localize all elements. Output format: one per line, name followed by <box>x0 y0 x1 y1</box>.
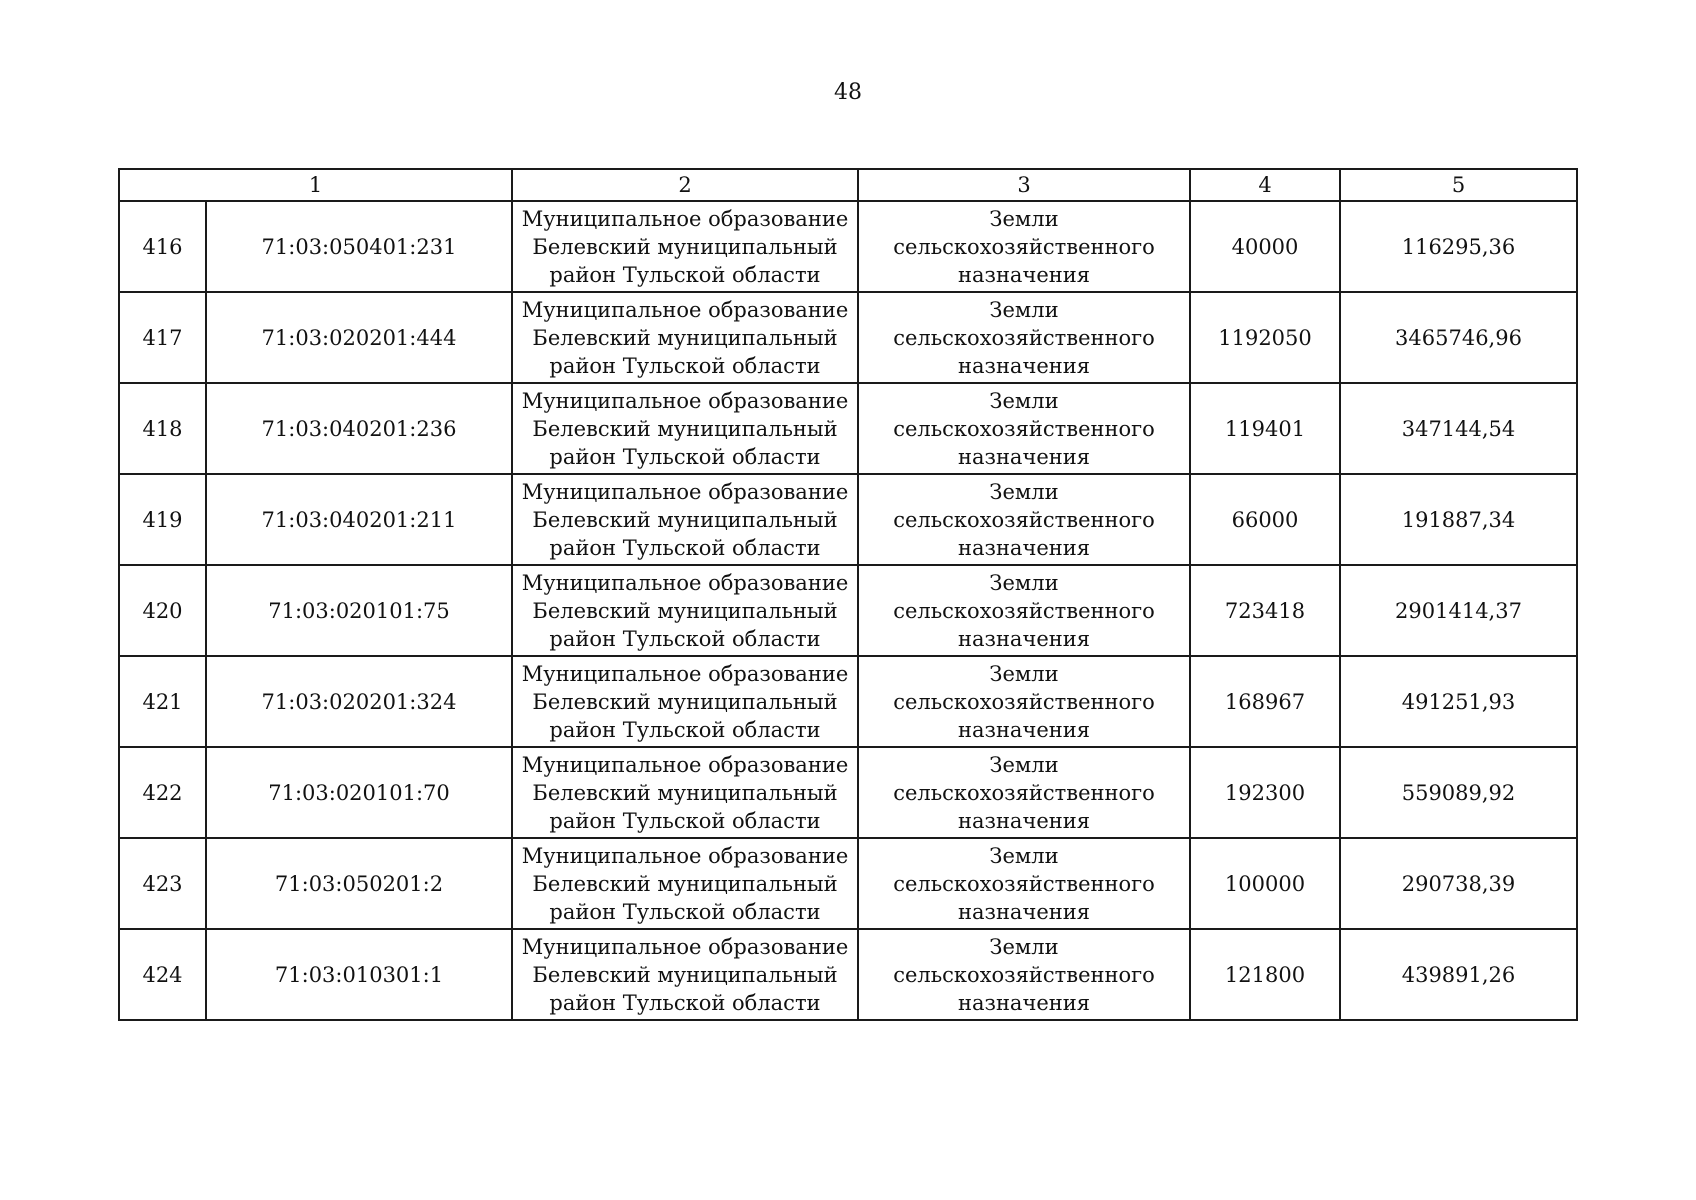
cadastral-value: 491251,93 <box>1340 656 1577 747</box>
row-number: 422 <box>119 747 206 838</box>
owner: Муниципальное образование Белевский муниципальный район Тульской области <box>512 747 858 838</box>
land-category: Земли сельскохозяйственного назначения <box>858 656 1190 747</box>
cadastral-number: 71:03:050201:2 <box>206 838 512 929</box>
land-category: Земли сельскохозяйственного назначения <box>858 747 1190 838</box>
area: 1192050 <box>1190 292 1340 383</box>
land-category: Земли сельскохозяйственного назначения <box>858 292 1190 383</box>
column-header-1: 1 <box>119 169 512 201</box>
area: 168967 <box>1190 656 1340 747</box>
owner: Муниципальное образование Белевский муниципальный район Тульской области <box>512 565 858 656</box>
table-row <box>119 201 1577 292</box>
owner: Муниципальное образование Белевский муниципальный район Тульской области <box>512 838 858 929</box>
row-number: 423 <box>119 838 206 929</box>
row-number: 416 <box>119 201 206 292</box>
cadastral-value: 2901414,37 <box>1340 565 1577 656</box>
area: 192300 <box>1190 747 1340 838</box>
owner: Муниципальное образование Белевский муниципальный район Тульской области <box>512 474 858 565</box>
page-number: 48 <box>834 80 862 105</box>
table-row <box>119 383 1577 474</box>
owner: Муниципальное образование Белевский муниципальный район Тульской области <box>512 292 858 383</box>
table-row <box>119 929 1577 1020</box>
row-number: 418 <box>119 383 206 474</box>
land-category: Земли сельскохозяйственного назначения <box>858 201 1190 292</box>
area: 119401 <box>1190 383 1340 474</box>
column-header-2: 2 <box>512 169 858 201</box>
land-category: Земли сельскохозяйственного назначения <box>858 565 1190 656</box>
table-row <box>119 838 1577 929</box>
cadastral-value: 439891,26 <box>1340 929 1577 1020</box>
owner: Муниципальное образование Белевский муниципальный район Тульской области <box>512 656 858 747</box>
land-category: Земли сельскохозяйственного назначения <box>858 474 1190 565</box>
cadastral-value: 559089,92 <box>1340 747 1577 838</box>
row-number: 419 <box>119 474 206 565</box>
row-number: 424 <box>119 929 206 1020</box>
area: 723418 <box>1190 565 1340 656</box>
table-row <box>119 565 1577 656</box>
cadastral-number: 71:03:020101:75 <box>206 565 512 656</box>
table-row <box>119 747 1577 838</box>
cadastral-value: 347144,54 <box>1340 383 1577 474</box>
land-category: Земли сельскохозяйственного назначения <box>858 838 1190 929</box>
land-category: Земли сельскохозяйственного назначения <box>858 929 1190 1020</box>
cadastral-number: 71:03:040201:211 <box>206 474 512 565</box>
cadastral-value: 191887,34 <box>1340 474 1577 565</box>
area: 100000 <box>1190 838 1340 929</box>
cadastral-value: 116295,36 <box>1340 201 1577 292</box>
land-plots-table <box>118 168 1578 1021</box>
land-category: Земли сельскохозяйственного назначения <box>858 383 1190 474</box>
cadastral-number: 71:03:020201:324 <box>206 656 512 747</box>
table-row <box>119 656 1577 747</box>
column-header-4: 4 <box>1190 169 1340 201</box>
row-number: 421 <box>119 656 206 747</box>
cadastral-number: 71:03:040201:236 <box>206 383 512 474</box>
table-row <box>119 292 1577 383</box>
table-row <box>119 474 1577 565</box>
column-header-5: 5 <box>1340 169 1577 201</box>
area: 40000 <box>1190 201 1340 292</box>
column-header-3: 3 <box>858 169 1190 201</box>
area: 121800 <box>1190 929 1340 1020</box>
cadastral-number: 71:03:020201:444 <box>206 292 512 383</box>
header-row <box>119 169 1577 201</box>
row-number: 420 <box>119 565 206 656</box>
cadastral-value: 3465746,96 <box>1340 292 1577 383</box>
cadastral-number: 71:03:020101:70 <box>206 747 512 838</box>
row-number: 417 <box>119 292 206 383</box>
area: 66000 <box>1190 474 1340 565</box>
cadastral-number: 71:03:050401:231 <box>206 201 512 292</box>
owner: Муниципальное образование Белевский муниципальный район Тульской области <box>512 201 858 292</box>
cadastral-value: 290738,39 <box>1340 838 1577 929</box>
cadastral-number: 71:03:010301:1 <box>206 929 512 1020</box>
owner: Муниципальное образование Белевский муниципальный район Тульской области <box>512 383 858 474</box>
owner: Муниципальное образование Белевский муниципальный район Тульской области <box>512 929 858 1020</box>
